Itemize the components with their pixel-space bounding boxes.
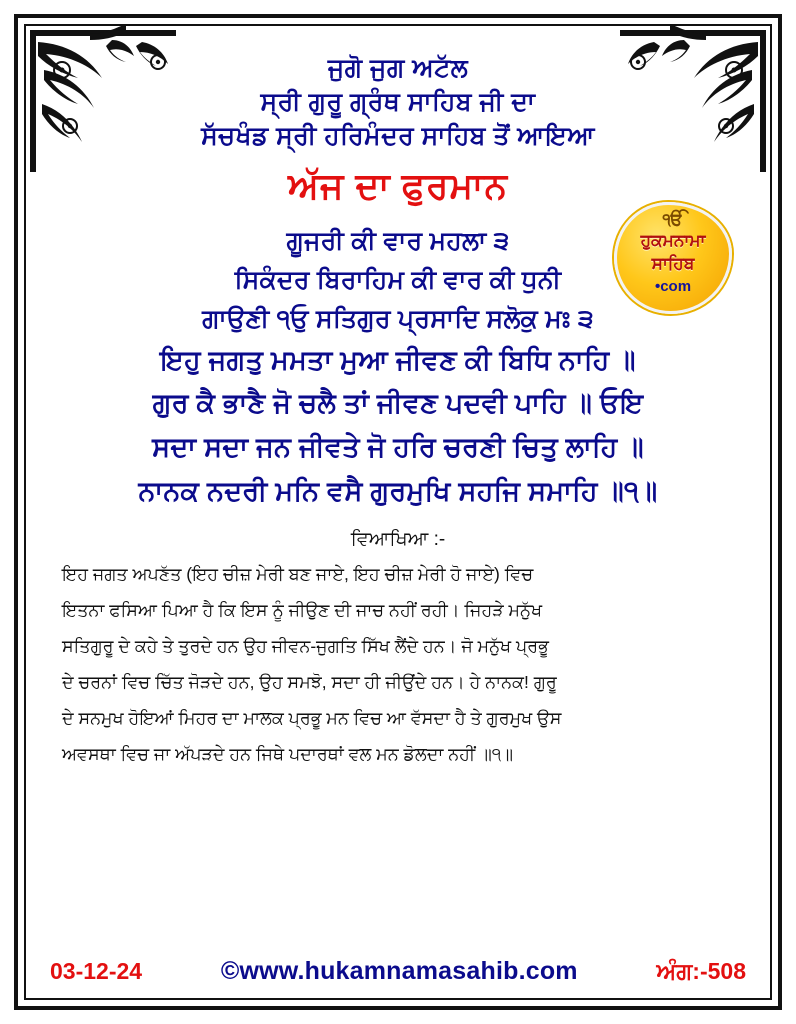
explanation-line-4: ਦੇ ਚਰਨਾਂ ਵਿਚ ਚਿੱਤ ਜੋੜਦੇ ਹਨ, ਉਹ ਸਮਝੋ, ਸਦਾ ਹੀ ਜੀਉਂਦੇ ਹਨ। ਹੇ ਨਾਨਕ! ਗੁਰੂ <box>62 672 557 693</box>
explanation-line-6: ਅਵਸਥਾ ਵਿਚ ਜਾ ਅੱਪੜਦੇ ਹਨ ਜਿਥੇ ਪਦਾਰਥਾਂ ਵਲ ਮਨ ਡੋਲਦਾ ਨਹੀਂ ॥੧॥ <box>62 743 514 764</box>
page-title: ਅੱਜ ਦਾ ਫੁਰਮਾਨ <box>288 165 508 207</box>
ang-number: ਅੰਗ:-508 <box>656 958 746 984</box>
logo-text-com: •com <box>654 278 692 295</box>
explanation-line-1: ਇਹ ਜਗਤ ਅਪਣੱਤ (ਇਹ ਚੀਜ਼ ਮੇਰੀ ਬਣ ਜਾਏ, ਇਹ ਚੀਜ਼ ਮੇਰੀ ਹੋ ਜਾਏ) ਵਿਚ <box>62 564 534 585</box>
website-link[interactable]: ©www.hukamnamasahib.com <box>220 957 578 985</box>
verse-line-4: ਨਾਨਕ ਨਦਰੀ ਮਨਿ ਵਸੈ ਗੁਰਮੁਖਿ ਸਹਜਿ ਸਮਾਹਿ ॥੧॥ <box>138 475 658 506</box>
explanation-line-2: ਇਤਨਾ ਫਸਿਆ ਪਿਆ ਹੈ ਕਿ ਇਸ ਨੂੰ ਜੀਉਣ ਦੀ ਜਾਚ ਨਹੀਂ ਰਹੀ। ਜਿਹੜੇ ਮਨੁੱਖ <box>62 600 543 621</box>
explanation-line-3: ਸਤਿਗੁਰੂ ਦੇ ਕਹੇ ਤੇ ਤੁਰਦੇ ਹਨ ਉਹ ਜੀਵਨ-ਜੁਗਤਿ ਸਿੱਖ ਲੈਂਦੇ ਹਨ। ਜੋ ਮਨੁੱਖ ਪ੍ਰਭੂ <box>62 636 549 657</box>
hukamnamasahib-logo[interactable] <box>614 202 732 314</box>
hukamnama-date: 03-12-24 <box>50 958 143 984</box>
explanation-label: ਵਿਆਖਿਆ :- <box>350 529 446 551</box>
header-line-3: ਸੱਚਖੰਡ ਸ੍ਰੀ ਹਰਿਮੰਦਰ ਸਾਹਿਬ ਤੋਂ ਆਇਆ <box>201 121 595 150</box>
raag-line-1: ਗੂਜਰੀ ਕੀ ਵਾਰ ਮਹਲਾ ੩ <box>286 227 510 256</box>
logo-text-line-2: ਸਾਹਿਬ <box>651 254 695 273</box>
outer-border <box>14 14 782 1010</box>
raag-line-3: ਗਾਉਣੀ ੧ਓੁ ਸਤਿਗੁਰ ਪ੍ਰਸਾਦਿ ਸਲੋਕੁ ਮਃ ੩ <box>202 304 594 333</box>
verse-line-1: ਇਹੁ ਜਗਤੁ ਮਮਤਾ ਮੁਆ ਜੀਵਣ ਕੀ ਬਿਧਿ ਨਾਹਿ ॥ <box>160 344 636 375</box>
document-header <box>26 26 770 208</box>
header-line-2: ਸ੍ਰੀ ਗੁਰੂ ਗ੍ਰੰਥ ਸਾਹਿਬ ਜੀ ਦਾ <box>260 87 536 116</box>
explanation-line-5: ਦੇ ਸਨਮੁਖ ਹੋਇਆਂ ਮਿਹਰ ਦਾ ਮਾਲਕ ਪ੍ਰਭੂ ਮਨ ਵਿਚ ਆ ਵੱਸਦਾ ਹੈ ਤੇ ਗੁਰਮੁਖ ਉਸ <box>62 707 562 728</box>
logo-text-line-1: ਹੁਕਮਨਾਮਾ <box>640 231 706 250</box>
verse-line-3: ਸਦਾ ਸਦਾ ਜਨ ਜੀਵਤੇ ਜੋ ਹਰਿ ਚਰਣੀ ਚਿਤੁ ਲਾਹਿ ॥ <box>152 431 644 462</box>
verse-line-2: ਗੁਰ ਕੈ ਭਾਣੈ ਜੋ ਚਲੈ ਤਾਂ ਜੀਵਣ ਪਦਵੀ ਪਾਹਿ ॥ ਓਇ <box>152 388 644 419</box>
ek-onkar-icon: ੴ <box>662 210 684 229</box>
inner-border <box>24 24 772 1000</box>
raag-line-2: ਸਿਕੰਦਰ ਬਿਰਾਹਿਮ ਕੀ ਵਾਰ ਕੀ ਧੁਨੀ <box>234 266 562 294</box>
header-line-1: ਜੁਗੋ ਜੁਗ ਅਟੱਲ <box>327 54 469 82</box>
explanation-text <box>26 557 770 772</box>
document-footer <box>26 957 770 986</box>
